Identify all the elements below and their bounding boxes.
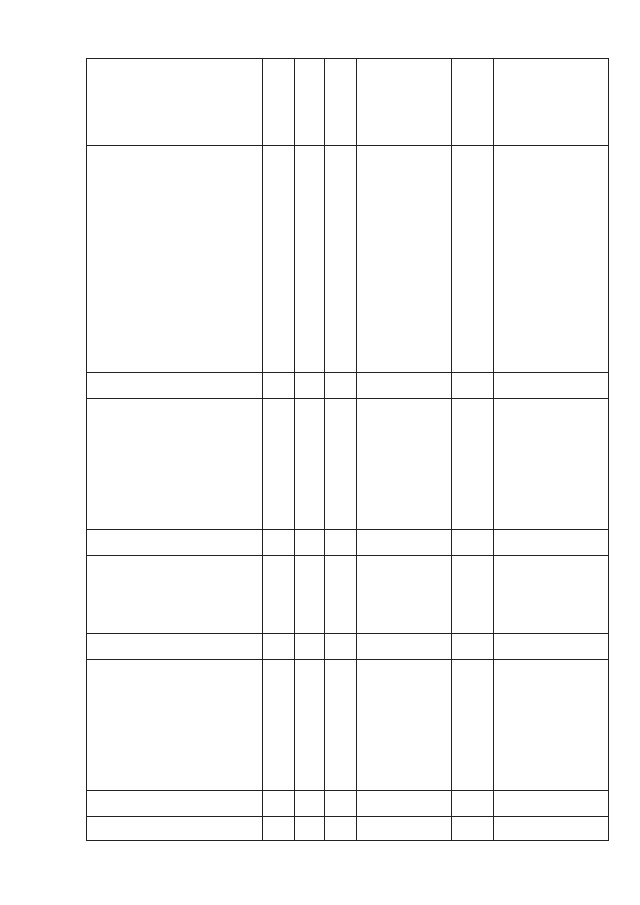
header-department bbox=[263, 59, 295, 146]
cell-dept bbox=[263, 146, 295, 373]
cell-article bbox=[357, 817, 452, 841]
table-row bbox=[87, 660, 609, 791]
header-target-article bbox=[357, 59, 452, 146]
cell-sub bbox=[325, 634, 357, 660]
table-row bbox=[87, 399, 609, 530]
header-amount bbox=[494, 59, 609, 146]
cell-sec bbox=[295, 146, 325, 373]
cell-amount bbox=[494, 791, 609, 817]
cell-amount bbox=[494, 660, 609, 791]
cell-dept bbox=[263, 634, 295, 660]
cell-sec bbox=[295, 791, 325, 817]
table-body bbox=[87, 146, 609, 841]
cell-sub bbox=[325, 660, 357, 791]
cell-dept bbox=[263, 556, 295, 634]
cell-sec bbox=[295, 373, 325, 399]
cell-name bbox=[87, 556, 263, 634]
cell-group bbox=[452, 399, 494, 530]
cell-article bbox=[357, 146, 452, 373]
cell-sec bbox=[295, 817, 325, 841]
table-row bbox=[87, 817, 609, 841]
cell-amount bbox=[494, 817, 609, 841]
budget-table bbox=[86, 58, 609, 841]
cell-sec bbox=[295, 634, 325, 660]
cell-name bbox=[87, 530, 263, 556]
cell-name bbox=[87, 660, 263, 791]
cell-group bbox=[452, 817, 494, 841]
table-row bbox=[87, 556, 609, 634]
cell-amount bbox=[494, 530, 609, 556]
cell-name bbox=[87, 146, 263, 373]
cell-sec bbox=[295, 660, 325, 791]
cell-article bbox=[357, 556, 452, 634]
cell-sub bbox=[325, 146, 357, 373]
cell-article bbox=[357, 399, 452, 530]
cell-amount bbox=[494, 556, 609, 634]
cell-dept bbox=[263, 817, 295, 841]
cell-sub bbox=[325, 530, 357, 556]
cell-article bbox=[357, 660, 452, 791]
cell-group bbox=[452, 660, 494, 791]
cell-article bbox=[357, 634, 452, 660]
table-row bbox=[87, 634, 609, 660]
cell-dept bbox=[263, 399, 295, 530]
cell-sub bbox=[325, 399, 357, 530]
cell-article bbox=[357, 791, 452, 817]
cell-group bbox=[452, 146, 494, 373]
cell-name bbox=[87, 399, 263, 530]
table-row bbox=[87, 146, 609, 373]
cell-group bbox=[452, 791, 494, 817]
cell-sub bbox=[325, 817, 357, 841]
cell-sec bbox=[295, 530, 325, 556]
cell-name bbox=[87, 817, 263, 841]
cell-article bbox=[357, 530, 452, 556]
cell-dept bbox=[263, 791, 295, 817]
cell-amount bbox=[494, 399, 609, 530]
cell-sec bbox=[295, 399, 325, 530]
table-header-row bbox=[87, 59, 609, 146]
cell-dept bbox=[263, 660, 295, 791]
cell-dept bbox=[263, 530, 295, 556]
cell-sub bbox=[325, 373, 357, 399]
cell-article bbox=[357, 373, 452, 399]
cell-name bbox=[87, 634, 263, 660]
cell-group bbox=[452, 634, 494, 660]
table-row bbox=[87, 791, 609, 817]
cell-sub bbox=[325, 791, 357, 817]
cell-amount bbox=[494, 373, 609, 399]
table-row bbox=[87, 373, 609, 399]
header-expense-group bbox=[452, 59, 494, 146]
header-section bbox=[295, 59, 325, 146]
cell-group bbox=[452, 373, 494, 399]
cell-name bbox=[87, 373, 263, 399]
cell-sub bbox=[325, 556, 357, 634]
cell-name bbox=[87, 791, 263, 817]
cell-amount bbox=[494, 146, 609, 373]
cell-sec bbox=[295, 556, 325, 634]
cell-group bbox=[452, 556, 494, 634]
cell-dept bbox=[263, 373, 295, 399]
cell-amount bbox=[494, 634, 609, 660]
header-subsection bbox=[325, 59, 357, 146]
cell-group bbox=[452, 530, 494, 556]
table-row bbox=[87, 530, 609, 556]
header-name bbox=[87, 59, 263, 146]
